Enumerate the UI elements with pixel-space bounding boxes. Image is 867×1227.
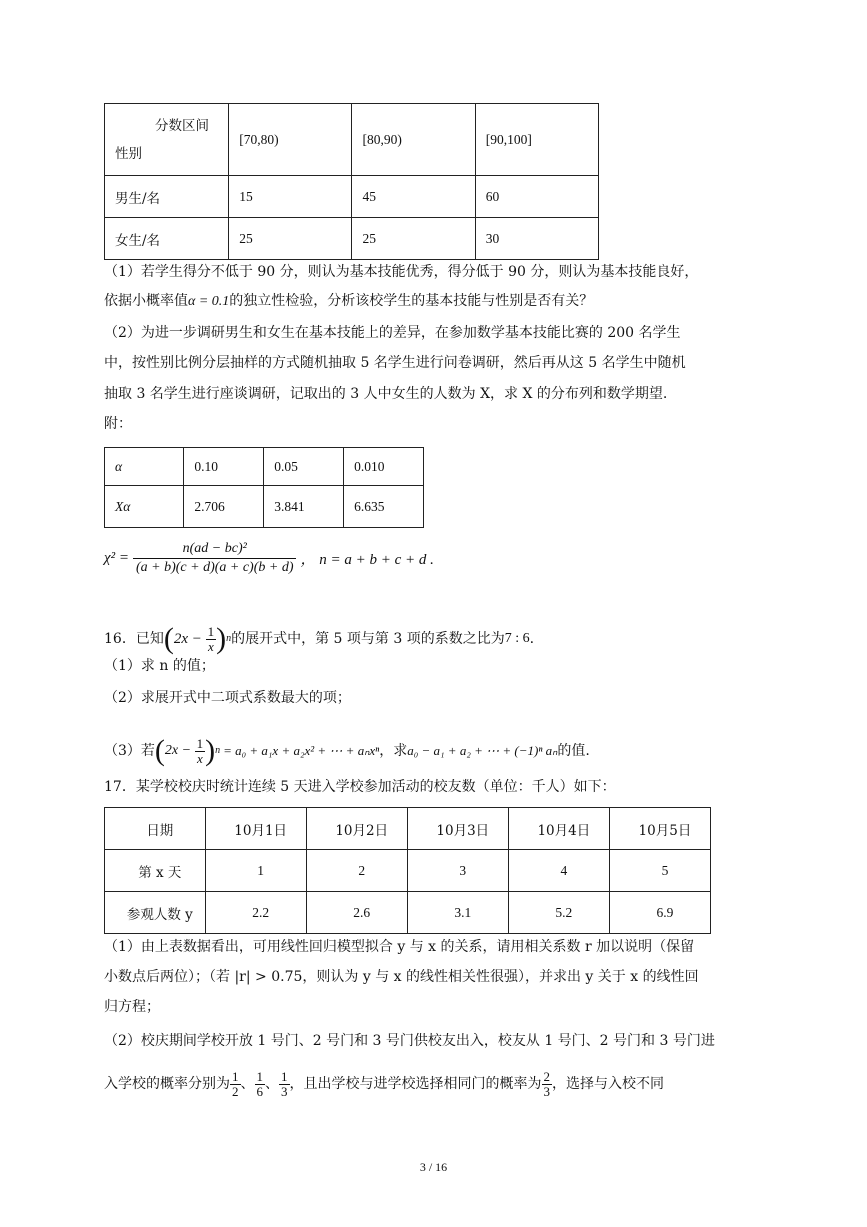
text-segment: 入学校的概率分别为 xyxy=(104,1076,230,1092)
score-table-corner-cell xyxy=(105,104,229,176)
table-row xyxy=(105,486,424,528)
table-cell: 4 xyxy=(508,850,609,892)
text-segment: （3）若 xyxy=(104,743,155,759)
formula-tail: ， n = a + b + c + d . xyxy=(300,551,434,568)
text-segment: 的独立性检验，分析该校学生的基本技能与性别是否有关？ xyxy=(229,293,594,309)
q17-intro: 17．某学校校庆时统计连续 5 天进入学校参加活动的校友数（单位：千人）如下： xyxy=(104,779,616,795)
fraction-one-sixth: $\frac{1}{6}$ xyxy=(256,1068,263,1099)
q17-part1-line3: 归方程； xyxy=(104,999,160,1015)
q16-part3: （3）若 ( 2x − $\frac{1}{x}$ ) n = a₀ + a₁x + a₂x² + ⋯ + aₙxⁿ ，求 a₀ − a₁ + a₂ + ⋯ + (−1)ⁿ aₙ 的值. xyxy=(104,732,590,770)
table-cell: 6.9 xyxy=(609,892,710,934)
row-label: 参观人数 y xyxy=(105,892,206,934)
formula-denominator: (a + b)(c + d)(a + c)(b + d) xyxy=(135,559,294,575)
q17-part1-line2: 小数点后两位）；（若 |r| > 0.75，则认为 y 与 x 的线性相关性很强），并求出 y 关于 x 的线性回 xyxy=(104,969,699,985)
separator: 、 xyxy=(265,1076,279,1092)
table-row xyxy=(105,218,599,260)
header-score-range: 分数区间 xyxy=(155,118,209,134)
table-cell: 5.2 xyxy=(508,892,609,934)
q17-part2-line2 xyxy=(104,1064,664,1104)
header-cell: 10月4日 xyxy=(508,808,609,850)
header-cell: 10月3日 xyxy=(407,808,508,850)
formula-numerator: n(ad − bc)² xyxy=(133,541,297,559)
score-table xyxy=(104,103,599,260)
q15-part2-line1: （2）为进一步调研男生和女生在基本技能上的差异，在参加数学基本技能比赛的 200 名学生 xyxy=(104,325,681,341)
table-row xyxy=(105,448,424,486)
alumni-table xyxy=(104,807,711,934)
table-cell: 2.706 xyxy=(184,486,264,528)
table-cell: 30 xyxy=(475,218,598,260)
q17-part2-line1: （2）校庆期间学校开放 1 号门、2 号门和 3 号门供校友出入，校友从 1 号门、2 号门和 3 号门进 xyxy=(104,1033,715,1049)
header-cell: 10月1日 xyxy=(205,808,306,850)
table-cell: 25 xyxy=(352,218,475,260)
text-segment: 的值. xyxy=(557,743,590,759)
interval-cell: [70,80) xyxy=(229,104,352,176)
header-cell: 日期 xyxy=(105,808,206,850)
table-cell: 0.05 xyxy=(264,448,344,486)
table-row xyxy=(105,808,711,850)
table-cell: 3.1 xyxy=(407,892,508,934)
q15-part2-line2: 中，按性别比例分层抽样的方式随机抽取 5 名学生进行问卷调研，然后再从这 5 名学生中随机 xyxy=(104,355,686,371)
q16-part1: （1）求 n 的值； xyxy=(104,658,215,674)
critical-value-table xyxy=(104,447,424,528)
table-cell: 60 xyxy=(475,176,598,218)
q16-part2: （2）求展开式中二项式系数最大的项； xyxy=(104,690,351,706)
table-row xyxy=(105,892,711,934)
page-number: 3 / 16 xyxy=(419,1160,448,1174)
text-segment: 的展开式中，第 5 项与第 3 项的系数之比为 xyxy=(231,631,505,647)
formula-fraction xyxy=(133,541,297,576)
table-cell: 6.635 xyxy=(344,486,424,528)
row-label: Xα xyxy=(105,486,184,528)
interval-cell: [80,90) xyxy=(352,104,475,176)
q15-part1-line2 xyxy=(104,291,593,312)
appendix-label: 附： xyxy=(104,416,132,432)
q17-part1-line1: （1）由上表数据看出，可用线性回归模型拟合 y 与 x 的关系，请用相关系数 r 加以说明（保留 xyxy=(104,939,695,955)
table-cell: 5 xyxy=(609,850,710,892)
formula-lhs: χ² = xyxy=(104,549,129,566)
table-cell: 25 xyxy=(229,218,352,260)
left-paren: ( xyxy=(163,622,174,655)
table-cell: 3 xyxy=(407,850,508,892)
q15-part1-line1: （1）若学生得分不低于 90 分，则认为基本技能优秀，得分低于 90 分，则认为基本技能良好， xyxy=(104,264,699,280)
header-cell: 10月2日 xyxy=(306,808,407,850)
fraction-two-thirds: $\frac{2}{3}$ xyxy=(543,1068,550,1099)
row-label: α xyxy=(105,448,184,486)
separator: 、 xyxy=(240,1076,255,1092)
fraction-1-over-x: $\frac{1}{x}$ xyxy=(207,623,215,654)
text-segment: ，选择与入校不同 xyxy=(552,1076,664,1092)
table-row xyxy=(105,176,599,218)
row-label: 男生/名 xyxy=(105,176,229,218)
interval-cell: [90,100] xyxy=(475,104,598,176)
q16-intro: 16．已知 ( 2x − $\frac{1}{x}$ ) n 的展开式中，第 5 项与第 3 项的系数之比为 7 : 6 . xyxy=(104,622,535,655)
table-cell: 45 xyxy=(352,176,475,218)
table-cell: 15 xyxy=(229,176,352,218)
text-segment: 依据小概率值 xyxy=(104,293,188,309)
expansion-expression: = a₀ + a₁x + a₂x² + ⋯ + aₙxⁿ xyxy=(223,743,380,758)
text-segment: ，且出学校与进学校选择相同门的概率为 xyxy=(289,1076,542,1092)
ratio-value: 7 : 6 xyxy=(504,631,530,646)
table-cell: 0.10 xyxy=(184,448,264,486)
table-cell: 2.6 xyxy=(306,892,407,934)
table-cell: 2 xyxy=(306,850,407,892)
text-segment: ，求 xyxy=(379,743,408,759)
table-cell: 2.2 xyxy=(205,892,306,934)
table-cell: 3.841 xyxy=(264,486,344,528)
table-cell: 1 xyxy=(205,850,306,892)
q15-part2-line3: 抽取 3 名学生进行座谈调研，记取出的 3 人中女生的人数为 X，求 X 的分布列和数学期望. xyxy=(104,386,668,402)
alpha-expression: α = 0.1 xyxy=(188,294,230,309)
right-paren: ) xyxy=(216,622,227,655)
alternating-sum-expression: a₀ − a₁ + a₂ + ⋯ + (−1)ⁿ aₙ xyxy=(407,743,558,758)
text-segment: 16．已知 xyxy=(104,631,164,647)
table-row xyxy=(105,850,711,892)
header-cell: 10月5日 xyxy=(609,808,710,850)
chi-square-formula xyxy=(104,534,434,582)
fraction-one-half: $\frac{1}{2}$ xyxy=(232,1068,239,1099)
row-label: 女生/名 xyxy=(105,218,229,260)
fraction-one-third: $\frac{1}{3}$ xyxy=(281,1068,288,1099)
header-gender: 性别 xyxy=(115,146,142,162)
table-cell: 0.010 xyxy=(344,448,424,486)
row-label: 第 x 天 xyxy=(105,850,206,892)
